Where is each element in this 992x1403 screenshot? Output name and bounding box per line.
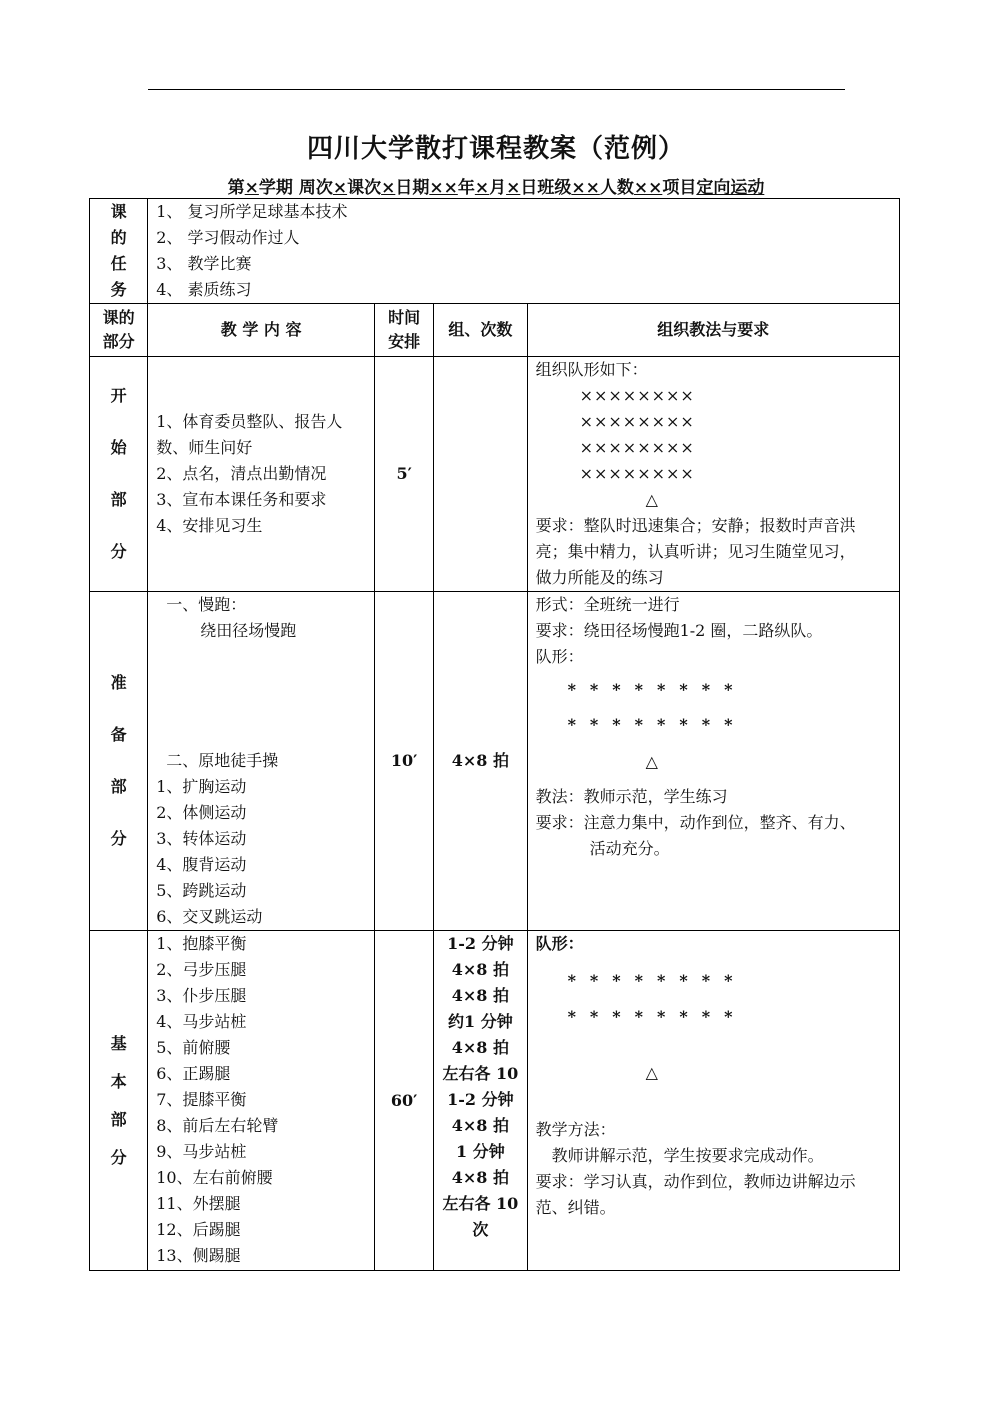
page-title: 四川大学散打课程教案（范例）: [306, 134, 685, 164]
header-part: 课的 部分: [90, 304, 148, 357]
teacher-triangle: △: [645, 490, 658, 509]
filled-field: ×: [332, 178, 348, 198]
lesson-plan-table: [89, 198, 900, 1271]
task-item: 4、 素质练习: [156, 280, 252, 299]
basic-section-row: [90, 931, 900, 1271]
header-method: 组织教法与要求: [527, 304, 899, 357]
start-section-sets: [434, 357, 527, 592]
basic-section-content: 1、抱膝平衡 2、弓步压腿 3、仆步压腿 4、马步站桩 5、前俯腰 6、正踢腿 7、提膝平衡 8、前后左右轮臂 9、马步站桩 10、左右前俯腰 11、外摆腿 12、后踢腿 13、侧踢腿: [148, 931, 375, 1271]
basic-section-label: 基 本 部 分: [90, 931, 148, 1271]
start-section-content: 1、体育委员整队、报告人 数、师生问好 2、点名，清点出勤情况 3、宣布本课任务和要求 4、安排见习生: [148, 357, 375, 592]
field-label: 学期 周次: [258, 178, 333, 198]
teacher-triangle: △: [645, 1063, 658, 1082]
field-label: 项目: [662, 178, 697, 198]
header-rule: [148, 89, 845, 90]
prep-section-row: [90, 592, 900, 931]
task-item: 1、 复习所学足球基本技术: [156, 202, 348, 221]
field-label: 第: [227, 178, 245, 198]
task-item: 2、 学习假动作过人: [156, 228, 300, 247]
basic-section-method: 队形： ******** ******** △ 教学方法： 教师讲解示范，学生按要求完成动作。 要求：学习认真，动作到位，教师边讲解边示 范、纠错。: [527, 931, 899, 1271]
filled-field: 定向运动: [696, 178, 765, 198]
task-label: 课 的 任 务: [90, 199, 148, 304]
field-label: 日班级: [520, 178, 572, 198]
filled-field: ××: [571, 178, 600, 198]
lesson-info-line: [0, 173, 992, 198]
task-item: 3、 教学比赛: [156, 254, 252, 273]
formation-row: ********: [567, 715, 747, 734]
filled-field: ×: [474, 178, 490, 198]
start-section-method: 组织队形如下： ×××××××× ×××××××× ×××××××× ×××××××× △ 要求：整队时迅速集合；安静；报数时声音洪 亮；集中精力，认真听讲；见习生随堂见习， 做力所能及的练习: [527, 357, 899, 592]
header-time: 时间 安排: [375, 304, 434, 357]
formation-row: ********: [567, 971, 747, 990]
filled-field: ××: [429, 178, 458, 198]
formation-row: ××××××××: [579, 386, 695, 405]
formation-row: ********: [567, 680, 747, 699]
prep-section-method: 形式：全班统一进行 要求：绕田径场慢跑1-2 圈，二路纵队。 队形： ******** ******** △ 教法：教师示范，学生练习 要求：注意力集中，动作到位，整齐、有力、 活动充分。: [527, 592, 899, 931]
field-label: 课次: [347, 178, 382, 198]
start-section-time: 5′: [375, 357, 434, 592]
filled-field: ××: [633, 178, 663, 198]
field-label: 年: [457, 178, 475, 198]
prep-section-sets: 4×8 拍: [434, 592, 527, 931]
filled-field: ×: [506, 178, 521, 198]
field-label: 月: [489, 178, 507, 198]
task-list: [148, 199, 900, 304]
formation-row: ********: [567, 1007, 747, 1026]
table-header-row: [90, 304, 900, 357]
teacher-triangle: △: [645, 752, 658, 771]
field-label: 人数: [599, 178, 634, 198]
basic-section-time: 60′: [375, 931, 434, 1271]
task-row: [90, 199, 900, 304]
header-sets: 组、次数: [434, 304, 527, 357]
prep-section-content: 一、慢跑： 绕田径场慢跑 二、原地徒手操 1、扩胸运动 2、体侧运动 3、转体运动 4、腹背运动 5、跨跳运动 6、交叉跳运动: [148, 592, 375, 931]
start-section-label: 开 始 部 分: [90, 357, 148, 592]
formation-row: ××××××××: [579, 438, 695, 457]
formation-row: ××××××××: [579, 412, 695, 431]
filled-field: ×: [244, 178, 259, 198]
start-section-row: [90, 357, 900, 592]
field-label: 日期: [395, 178, 430, 198]
basic-section-sets: 1-2 分钟 4×8 拍 4×8 拍 约1 分钟 4×8 拍 左右各 10 1-2 分钟 4×8 拍 1 分钟 4×8 拍 左右各 10 次: [434, 931, 527, 1271]
header-content: 教 学 内 容: [148, 304, 375, 357]
formation-row: ××××××××: [579, 464, 695, 483]
filled-field: ×: [381, 178, 396, 198]
prep-section-time: 10′: [375, 592, 434, 931]
prep-section-label: 准 备 部 分: [90, 592, 148, 931]
